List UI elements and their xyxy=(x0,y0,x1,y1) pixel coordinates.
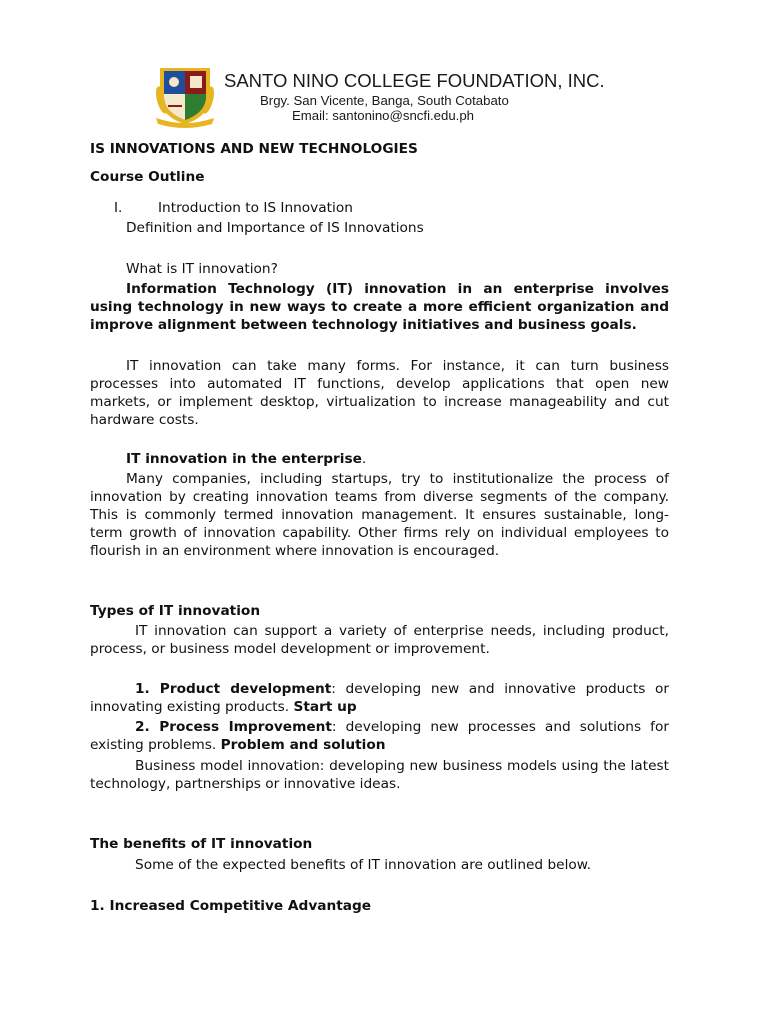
enterprise-heading-text: IT innovation in the enterprise xyxy=(126,451,362,467)
type1-label: 1. Product development xyxy=(135,681,332,697)
type-business-model: Business model innovation: developing new business models using the latest technology, partnerships or innovative ideas. xyxy=(90,758,669,792)
definition-paragraph: Information Technology (IT) innovation in an enterprise involves using technology in new ways to create a more efficient organization and improve alignment between technology initiatives and business goals. xyxy=(90,281,669,333)
outline-subitem: Definition and Importance of IS Innovations xyxy=(126,220,424,236)
types-paragraph: IT innovation can support a variety of enterprise needs, including product, process, or business model development or improvement. xyxy=(90,623,669,657)
question-heading: What is IT innovation? xyxy=(126,261,278,277)
type1-tag: Start up xyxy=(293,699,357,715)
types-heading: Types of IT innovation xyxy=(90,603,261,619)
enterprise-heading-period: . xyxy=(361,451,367,467)
outline-item-number: I. xyxy=(114,200,123,216)
benefits-intro: Some of the expected benefits of IT innovation are outlined below. xyxy=(135,857,592,873)
document-title: IS INNOVATIONS AND NEW TECHNOLOGIES xyxy=(90,141,418,157)
org-address: Brgy. San Vicente, Banga, South Cotabato xyxy=(260,93,509,108)
college-seal-icon xyxy=(152,62,218,128)
letterhead xyxy=(152,62,632,130)
org-name: SANTO NINO COLLEGE FOUNDATION, INC. xyxy=(224,70,605,91)
type-product-development xyxy=(90,680,669,716)
benefits-heading: The benefits of IT innovation xyxy=(90,836,313,852)
course-outline-heading: Course Outline xyxy=(90,169,205,185)
type1-text: : developing new and innovative products or innovating existing products. xyxy=(90,681,669,715)
outline-item-label: Introduction to IS Innovation xyxy=(158,200,353,216)
enterprise-heading xyxy=(90,450,669,468)
org-email: Email: santonino@sncfi.edu.ph xyxy=(292,108,474,123)
type-process-improvement xyxy=(90,718,669,754)
type2-text: : developing new processes and solutions for existing problems. xyxy=(90,719,669,753)
benefit-item-1: 1. Increased Competitive Advantage xyxy=(90,898,372,914)
type2-label: 2. Process Improvement xyxy=(135,719,332,735)
forms-paragraph: IT innovation can take many forms. For instance, it can turn business processes into automated IT functions, develop applications that open new markets, or implement desktop, virtualization to increase manageability and cut hardware costs. xyxy=(90,358,669,428)
enterprise-paragraph: Many companies, including startups, try to institutionalize the process of innovation by creating innovation teams from diverse segments of the company. This is commonly termed innovation management. It ensures sustainable, long-term growth of innovation capability. Other firms rely on individual employees to flourish in an environment where innovation is encouraged. xyxy=(90,471,669,559)
type2-tag: Problem and solution xyxy=(220,737,386,753)
